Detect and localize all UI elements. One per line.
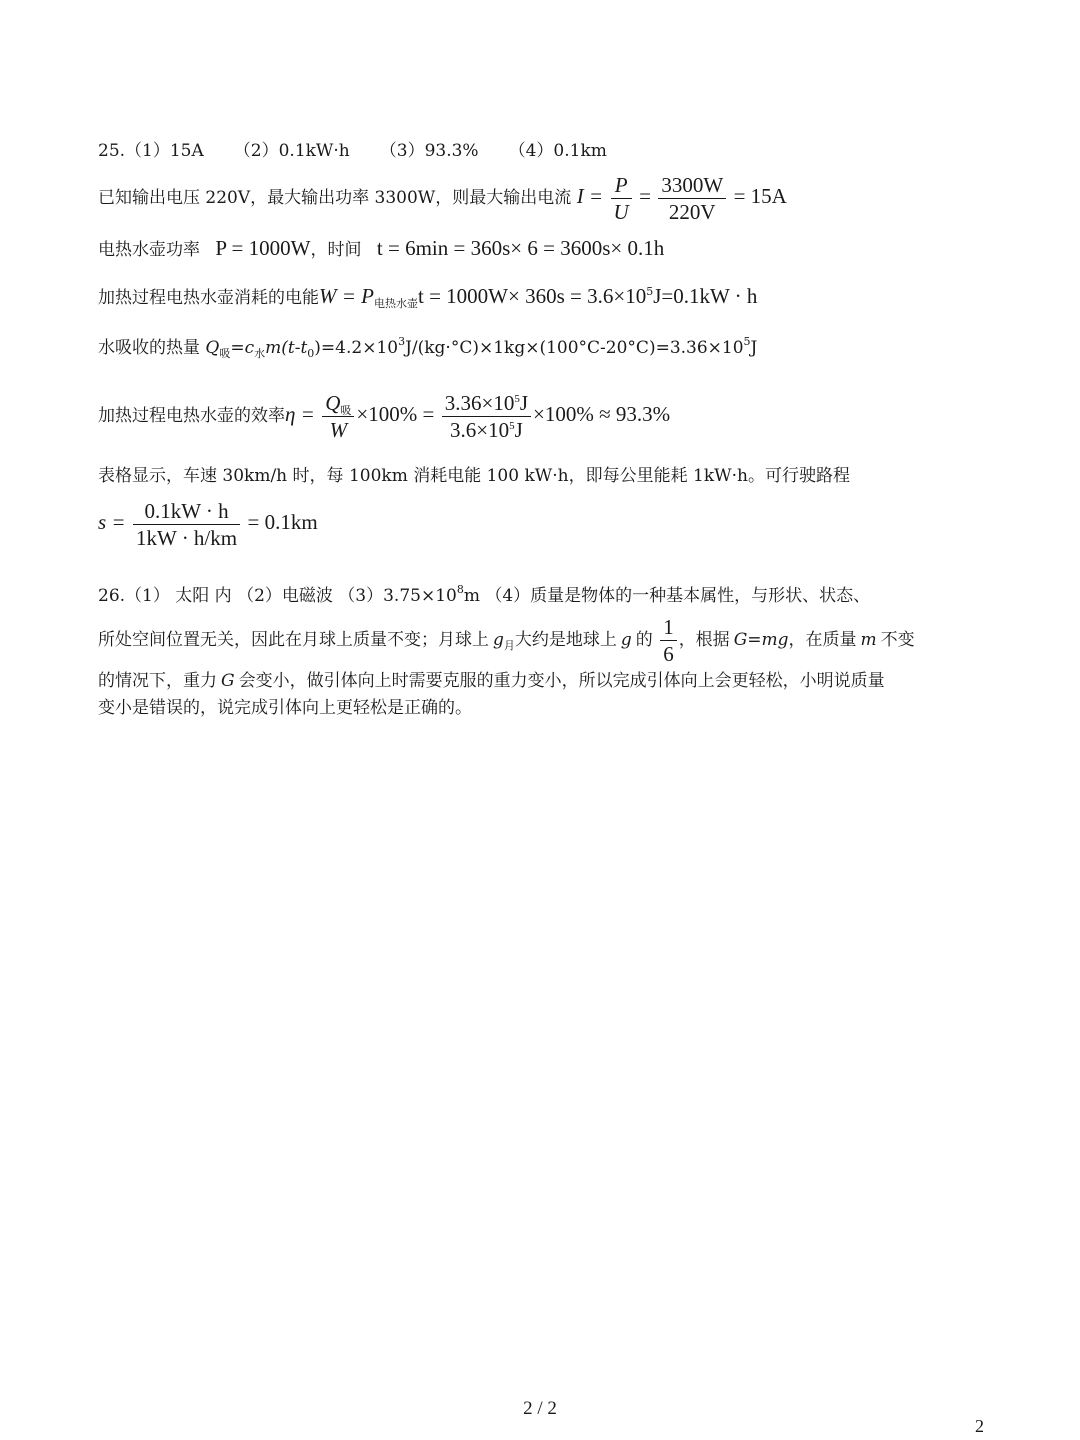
heat-unit: J <box>750 338 758 358</box>
distance-result: = 0.1km <box>247 510 318 534</box>
energy-formula-rhs: t = 1000W× 360s = 3.6×10 <box>418 284 647 308</box>
exponent: 5 <box>509 420 515 432</box>
q25-answer-4: （4）0.1km <box>508 141 607 161</box>
fraction-denominator: 1kW · h/km <box>136 526 238 550</box>
q25-number: 25. <box>98 141 126 161</box>
fraction-numerator: 0.1kW · h <box>133 498 240 525</box>
current-result: = 15A <box>733 184 787 208</box>
fraction-numerator: 1 <box>660 614 677 641</box>
power-formula: P = 1000W <box>215 236 311 260</box>
fraction-denominator: 3.6×10 <box>450 418 510 442</box>
unit: J <box>514 418 523 442</box>
eta-symbol: η = <box>285 402 315 426</box>
q26-line-1 <box>98 585 870 607</box>
energy-label: 加热过程电热水壶消耗的电能 <box>98 288 319 308</box>
q26-text: 会变小，做引体向上时需要克服的重力变小，所以完成引体向上会更轻松，小明说质量 <box>238 671 885 691</box>
q26-answers: 26.（1） 太阳 内 （2）电磁波 （3）3.75×10 <box>98 586 457 606</box>
fraction-denominator: U <box>613 200 629 224</box>
distance-fraction <box>133 498 240 551</box>
current-lhs: I = <box>576 184 604 208</box>
heat-calc-part1: )=4.2×10 <box>314 338 399 358</box>
q26-text: 大约是地球上 <box>514 630 617 650</box>
t0-subscript: 0 <box>307 347 315 360</box>
exponent: 5 <box>743 335 751 348</box>
fraction-numerator: Q <box>325 391 341 415</box>
fraction-numerator: 3.36×10 <box>444 391 515 415</box>
distance-symbol: s = <box>98 510 126 534</box>
g-symbol: g <box>620 630 632 650</box>
q25-answer-2: （2）0.1kW·h <box>233 141 350 161</box>
page-number: 2 / 2 <box>523 1398 557 1419</box>
exponent: 3 <box>398 335 406 348</box>
q26-text: 的 <box>635 630 653 650</box>
absorb-subscript: 吸 <box>340 405 352 417</box>
unit: J <box>519 391 529 415</box>
exponent: 5 <box>514 393 520 405</box>
heat-label: 水吸收的热量 <box>98 338 200 358</box>
kettle-subscript: 电热水壶 <box>374 297 418 310</box>
q25-answer-3: （3）93.3% <box>379 141 479 161</box>
power-label: 电热水壶功率 <box>98 240 200 260</box>
q-over-w-fraction <box>322 390 354 443</box>
q25-header <box>98 140 607 162</box>
efficiency-result: ×100% ≈ 93.3% <box>533 402 671 426</box>
g-symbol: g <box>493 630 504 650</box>
one-sixth-fraction <box>660 614 677 667</box>
fraction-denominator: 6 <box>663 642 674 666</box>
moon-subscript: 月 <box>503 639 515 652</box>
q26-line-3 <box>98 670 885 692</box>
mass-temp-expression: m(t-t <box>265 338 308 358</box>
q26-text: 的情况下，重力 <box>98 671 217 691</box>
efficiency-mid: ×100% = <box>356 402 435 426</box>
q25-current-text: 已知输出电压 220V，最大输出功率 3300W，则最大输出电流 <box>98 188 572 208</box>
q25-current-line: 已知输出电压 220V，最大输出功率 3300W，则最大输出电流 I = $\frac{P}{U}$ = $\frac{3300W}{220V}$ = 15A <box>98 173 787 224</box>
q25-answer-1: （1）15A <box>125 141 204 161</box>
gravity-formula: G=mg <box>733 630 789 650</box>
q26-text: 不变 <box>880 630 915 650</box>
q25-table-remark <box>98 465 850 487</box>
fraction-denominator: 220V <box>668 200 716 224</box>
q26-line-4 <box>98 697 472 719</box>
q25-efficiency-line <box>98 390 670 443</box>
table-remark-text: 表格显示，车速 30km/h 时，每 100km 消耗电能 100 kW·h，即每公里能耗 1kW·h。可行驶路程 <box>98 466 850 486</box>
absorb-subscript: 吸 <box>219 347 231 360</box>
corner-page-number: 2 <box>975 1416 984 1436</box>
energy-result: J=0.1kW · h <box>653 284 758 308</box>
power-over-voltage-fraction <box>658 172 726 225</box>
efficiency-label: 加热过程电热水壶的效率 <box>98 406 285 426</box>
fraction-denominator: W <box>329 418 348 442</box>
time-formula: t = 6min = 360s× 6 = 3600s× 0.1h <box>376 236 665 260</box>
gravity-symbol: G <box>221 671 235 691</box>
q25-energy-line <box>98 285 757 309</box>
q26-text: ，根据 <box>678 630 730 650</box>
q26-text: 变小是错误的，说完成引体向上更轻松是正确的。 <box>98 698 472 718</box>
water-subscript: 水 <box>254 347 266 360</box>
energy-formula-lhs: W = P <box>319 284 374 308</box>
exponent: 8 <box>456 583 464 596</box>
q25-distance-line <box>98 498 318 551</box>
exponent: 5 <box>646 285 654 298</box>
q25-heat-line <box>98 337 757 359</box>
fraction-numerator: 3300W <box>658 172 726 199</box>
heat-symbol: Q <box>205 338 220 358</box>
heat-calc-part2: J/(kg·°C)×1kg×(100°C-20°C)=3.36×10 <box>405 338 744 358</box>
q26-line-2 <box>98 614 915 667</box>
specific-heat-symbol: =c <box>230 338 255 358</box>
q26-answer-4-start: m （4）质量是物体的一种基本属性，与形状、状态、 <box>463 586 871 606</box>
q26-text: ，在质量 <box>788 630 857 650</box>
mass-symbol: m <box>860 630 877 650</box>
q25-power-time-line <box>98 237 664 261</box>
fraction-numerator: P <box>611 172 632 199</box>
time-label: ，时间 <box>310 240 362 260</box>
p-over-u-fraction <box>611 172 632 225</box>
q26-text: 所处空间位置无关，因此在月球上质量不变；月球上 <box>98 630 489 650</box>
heat-over-energy-fraction <box>442 390 531 443</box>
